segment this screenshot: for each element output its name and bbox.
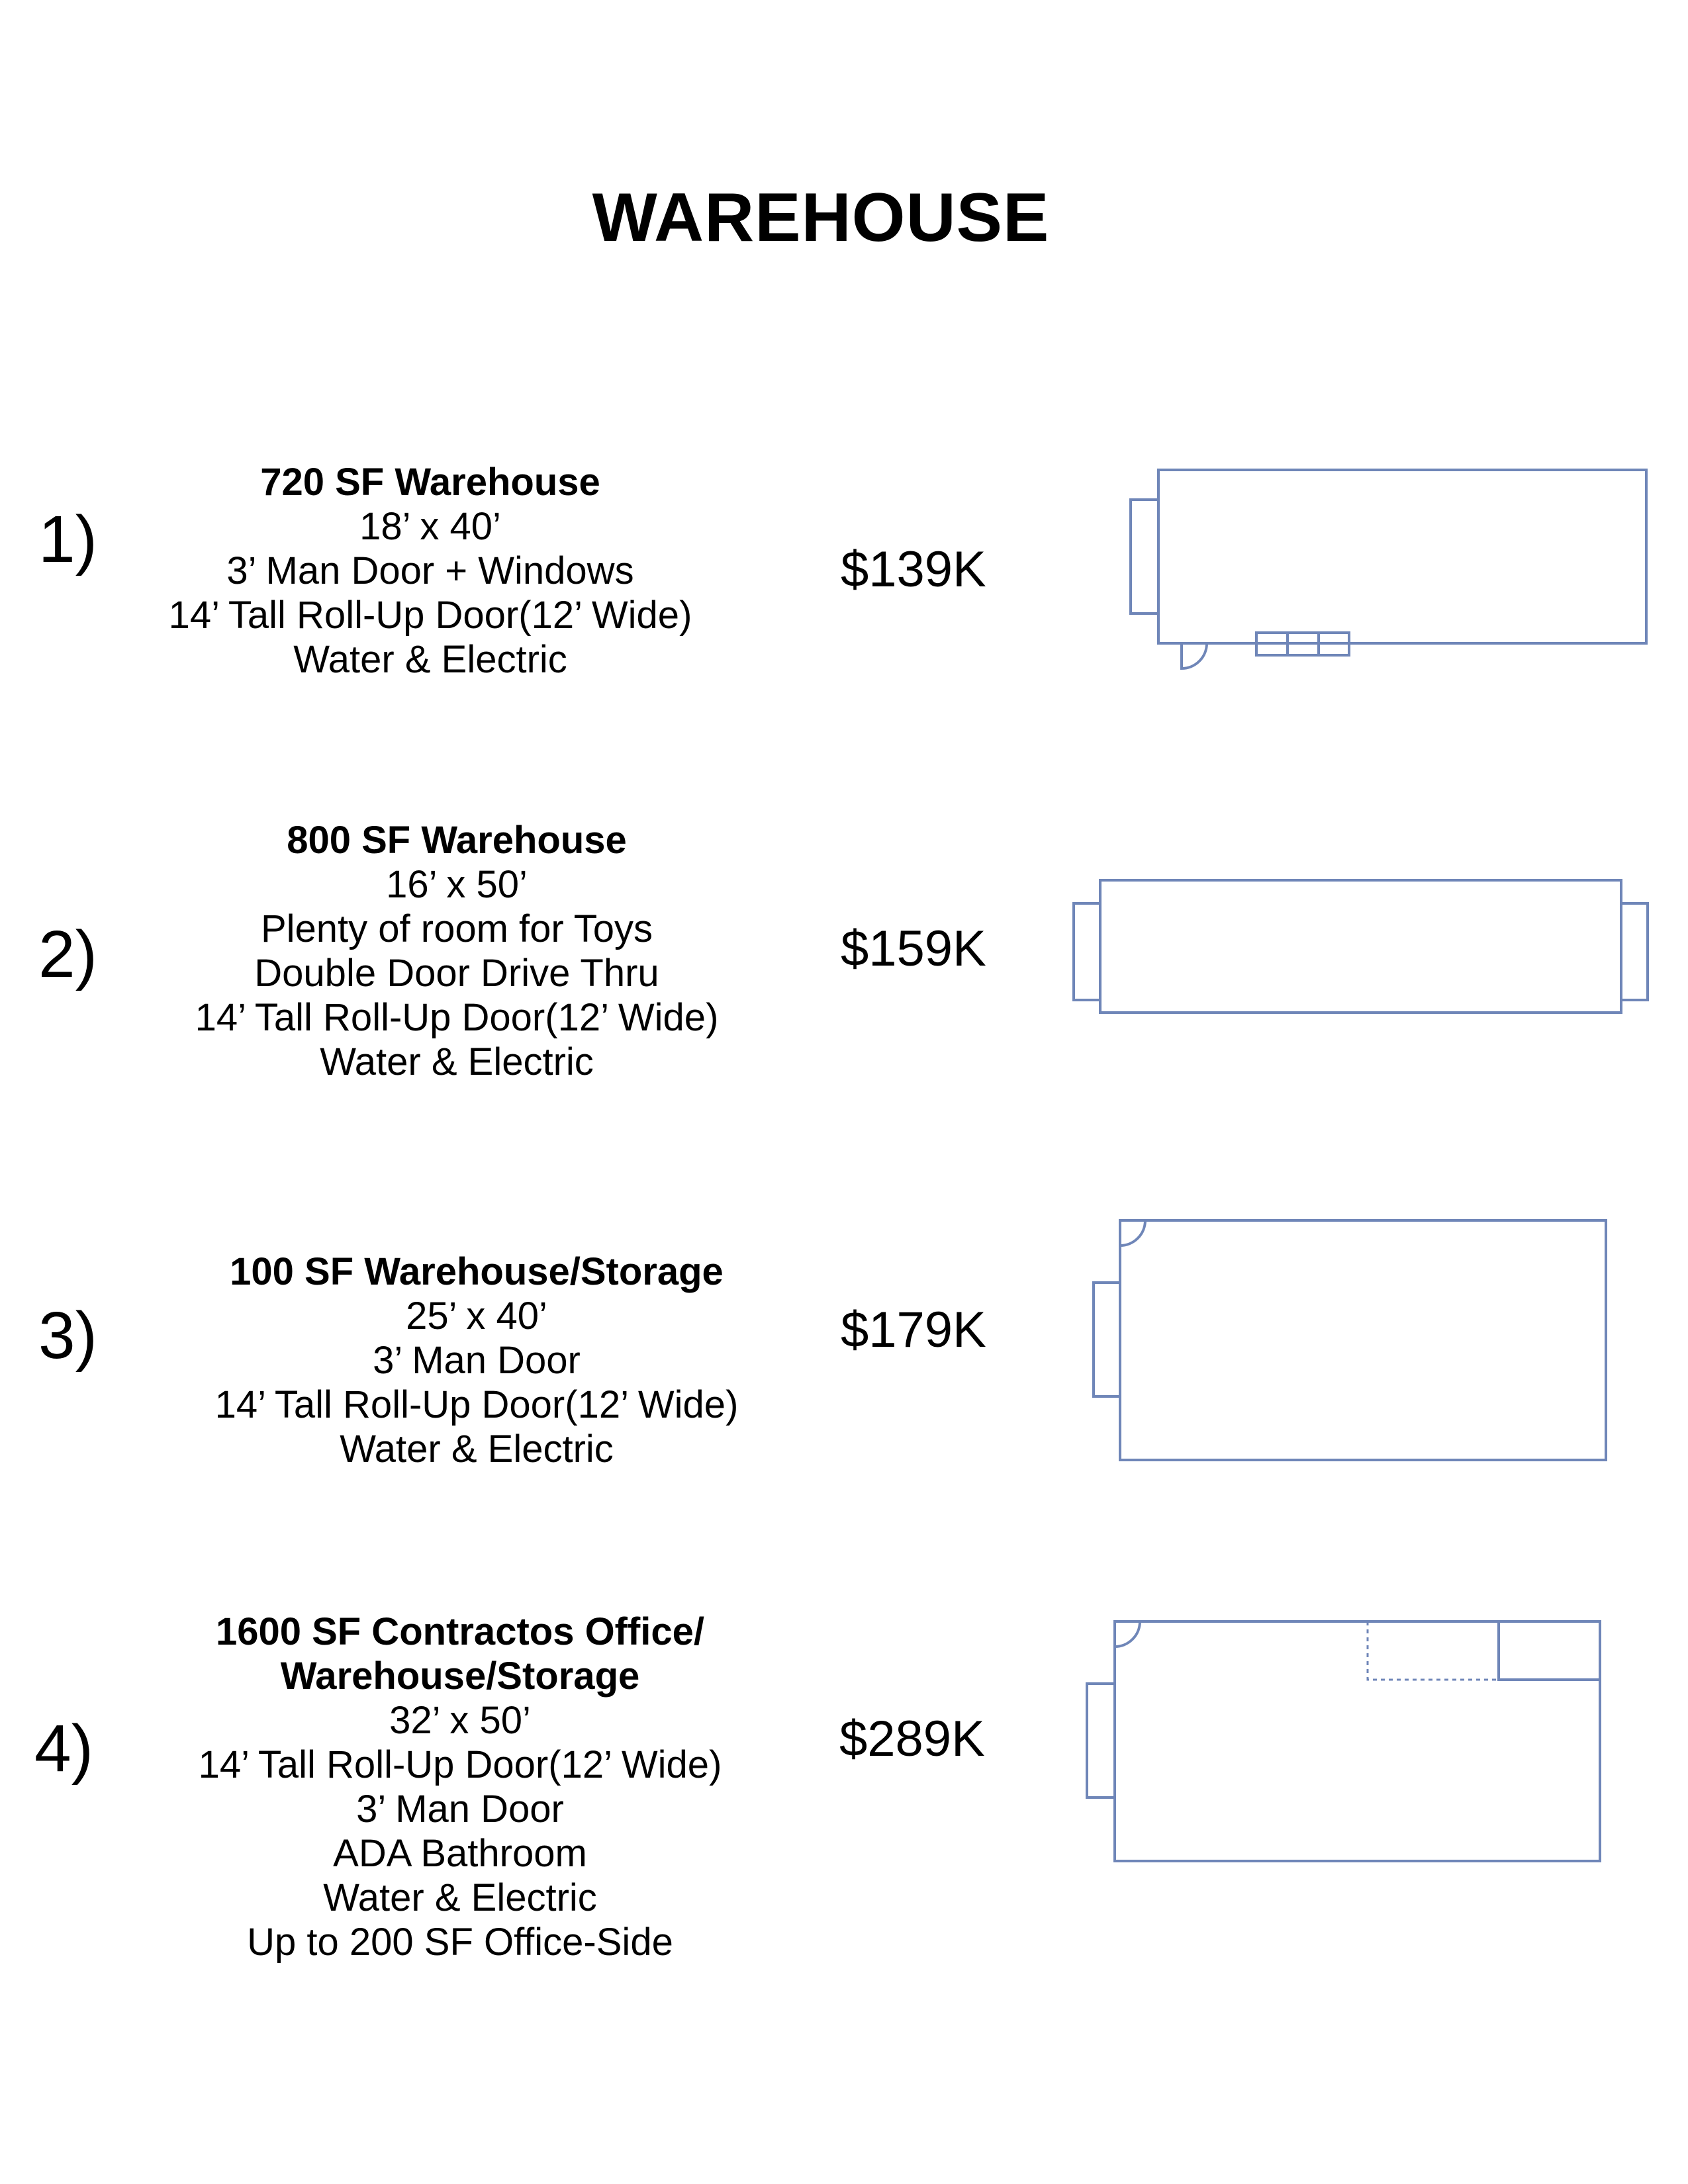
listing-feature: 3’ Man Door <box>356 1788 564 1831</box>
listing-price: $139K <box>841 541 986 598</box>
listing-description <box>179 1250 774 1471</box>
listing-feature: 14’ Tall Roll-Up Door(12’ Wide) <box>198 1743 722 1786</box>
floor-plan-2 <box>1059 874 1655 1039</box>
floor-plan-1 <box>1125 463 1655 682</box>
floor-plan-4 <box>1059 1615 1628 1880</box>
listing-feature: 14’ Tall Roll-Up Door(12’ Wide) <box>195 996 719 1039</box>
roll-up-door-left <box>1074 903 1100 1000</box>
listing-heading: 720 SF Warehouse <box>260 461 600 504</box>
roll-up-door <box>1094 1283 1120 1396</box>
listing-feature: Plenty of room for Toys <box>260 907 653 950</box>
page-title: WAREHOUSE <box>592 179 1050 256</box>
man-door <box>1120 1220 1145 1246</box>
listing-heading: 800 SF Warehouse <box>287 819 627 862</box>
listing-heading: Warehouse/Storage <box>280 1655 640 1698</box>
office-partition <box>1368 1621 1499 1680</box>
listing-dimensions: 18’ x 40’ <box>359 505 501 548</box>
man-door <box>1182 643 1207 668</box>
listing-description <box>132 460 728 682</box>
building-outline <box>1100 880 1621 1013</box>
listing-feature: 3’ Man Door + Windows <box>226 549 634 592</box>
listing-feature: Water & Electric <box>293 638 567 681</box>
listing-feature: Double Door Drive Thru <box>254 952 659 995</box>
listing-feature: Water & Electric <box>323 1876 597 1919</box>
listing-dimensions: 25’ x 40’ <box>406 1295 547 1338</box>
listing-price: $159K <box>841 921 986 977</box>
listing-price: $179K <box>841 1302 986 1358</box>
listing-feature: 3’ Man Door <box>373 1339 581 1382</box>
listing-heading: 100 SF Warehouse/Storage <box>230 1250 724 1293</box>
listing-number: 1) <box>38 502 97 576</box>
roll-up-door-right <box>1621 903 1648 1000</box>
listing-price: $289K <box>839 1711 985 1767</box>
listing-feature: Water & Electric <box>340 1428 614 1471</box>
building-outline <box>1115 1621 1600 1861</box>
man-door <box>1115 1621 1140 1647</box>
building-outline <box>1120 1220 1606 1460</box>
floor-plan-3 <box>1059 1205 1628 1469</box>
listing-number: 4) <box>34 1711 93 1786</box>
listing-feature: 14’ Tall Roll-Up Door(12’ Wide) <box>168 594 692 637</box>
building-outline <box>1158 470 1646 643</box>
listing-feature: 14’ Tall Roll-Up Door(12’ Wide) <box>214 1383 739 1426</box>
roll-up-door <box>1131 500 1158 614</box>
listing-feature: Up to 200 SF Office-Side <box>247 1921 673 1964</box>
ada-bathroom <box>1499 1621 1600 1680</box>
listing-dimensions: 16’ x 50’ <box>386 863 528 906</box>
listing-feature: ADA Bathroom <box>333 1832 587 1875</box>
listing-number: 3) <box>38 1298 97 1373</box>
roll-up-door <box>1087 1684 1115 1797</box>
listing-description <box>162 1610 758 1964</box>
listing-heading: 1600 SF Contractos Office/ <box>215 1610 705 1653</box>
listing-description <box>159 818 755 1084</box>
listing-dimensions: 32’ x 50’ <box>389 1699 531 1742</box>
listing-feature: Water & Electric <box>320 1040 594 1083</box>
listing-number: 2) <box>38 917 97 991</box>
